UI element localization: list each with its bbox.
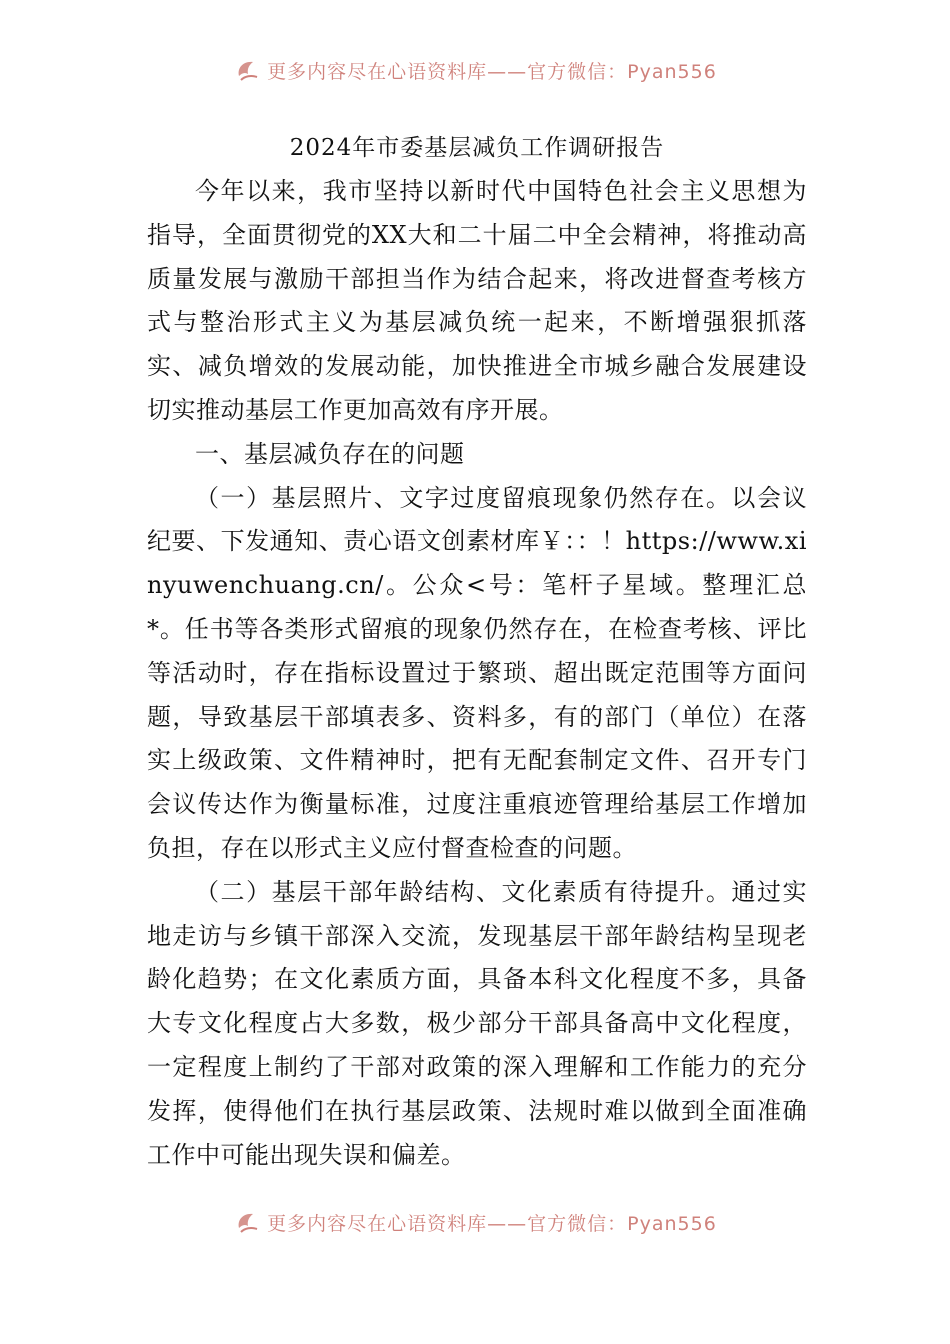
section-heading: 一、基层减负存在的问题 bbox=[195, 439, 465, 468]
document-body bbox=[147, 128, 807, 1177]
paragraph-issue-1: （一）基层照片、文字过度留痕现象仍然存在。以会议纪要、下发通知、责心语文创素材库￥：：！https://www.xinyuwenchuang.cn/。公众<号：笔杆子星域。整理汇总*。任书等各类形式留痕的现象仍然存在，在检查考核、评比等活动时，存在指标设置过于繁琐、超出既定范围等方面问题，导致基层干部填表多、资料多，有的部门（单位）在落实上级政策、文件精神时，把有无配套制定文件、召开专门会议传达作为衡量标准，过度注重痕迹管理给基层工作增加负担，存在以形式主义应付督查检查的问题。 bbox=[147, 483, 807, 862]
leaf-swirl-logo-icon bbox=[233, 56, 261, 84]
watermark-text: 更多内容尽在心语资料库——官方微信：Pyan556 bbox=[267, 1212, 717, 1235]
paragraph-issue-2: （二）基层干部年龄结构、文化素质有待提升。通过实地走访与乡镇干部深入交流，发现基层干部年龄结构呈现老龄化趋势；在文化素质方面，具备本科文化程度不多，具备大专文化程度占大多数，极少部分干部具备高中文化程度，一定程度上制约了干部对政策的深入理解和工作能力的充分发挥，使得他们在执行基层政策、法规时难以做到全面准确工作中可能出现失误和偏差。 bbox=[147, 877, 807, 1169]
intro-paragraph: 今年以来，我市坚持以新时代中国特色社会主义思想为指导，全面贯彻党的XX大和二十届二中全会精神，将推动高质量发展与激励干部担当作为结合起来，将改进督查考核方式与整治形式主义为基层减负统一起来，不断增强狠抓落实、减负增效的发展动能，加快推进全市城乡融合发展建设切实推动基层工作更加高效有序开展。 bbox=[147, 177, 807, 424]
watermark-text: 更多内容尽在心语资料库——官方微信：Pyan556 bbox=[267, 60, 717, 83]
leaf-swirl-logo-icon bbox=[233, 1208, 261, 1236]
watermark-banner-top bbox=[0, 50, 950, 90]
document-title: 2024年市委基层减负工作调研报告 bbox=[289, 135, 665, 161]
watermark-banner-bottom bbox=[0, 1202, 950, 1242]
